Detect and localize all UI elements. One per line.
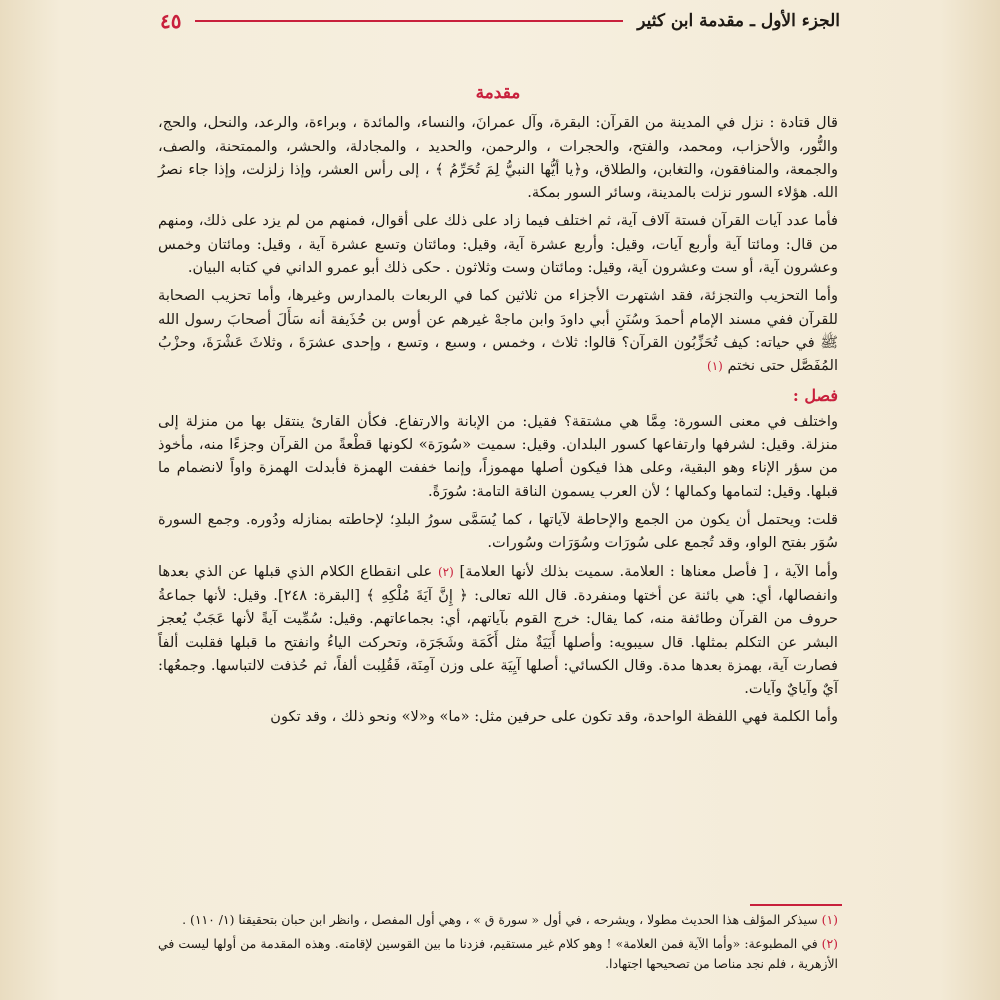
page-number: ٤٥: [160, 9, 182, 33]
paragraph-aya: [158, 560, 838, 701]
paragraph-qultu: قلت: ويحتمل أن يكون من الجمع والإحاطة لآياتها ، كما يُسَمَّى سورُ البلدِ؛ لإحاطته بمنازله ودُوره. وجمع السورة سُوَر بفتح الواو، وقد تُجمع على سُورَات وسُوَرَات وسُورات.: [158, 511, 838, 552]
footnote-ref-2[interactable]: (٢): [437, 564, 454, 579]
paragraph-aya-start: وأما الآية ، [ فأصل معناها : العلامة. سميت بذلك لأنها العلامة]: [459, 562, 839, 580]
paragraph-kalima: وأما الكلمة فهي اللفظة الواحدة، وقد تكون على حرفين مثل: «ما» و«لا» ونحو ذلك ، وقد تكون: [270, 708, 838, 726]
footnotes: [158, 910, 838, 978]
footnote-2-mark: (٢): [821, 935, 838, 951]
footnote-separator: [750, 904, 842, 906]
header-title: الجزء الأول ـ مقدمة ابن كثير: [637, 11, 840, 31]
footnote-1: [158, 910, 838, 931]
fasl-heading: فصل :: [792, 385, 838, 405]
paragraph-hizb: [158, 284, 838, 378]
paragraph-aya-rest: على انقطاع الكلام الذي قبلها عن الذي بعدها وانفصالها، أي: هي بائنة عن أختها ومنفردة. قال الله تعالى: ﴿ إِنَّ آيَةَ مُلْكِهِ ﴾ [البقرة: ٢٤٨]. وقيل: لأنها جماعةُ حروف من القرآن وطائفة منه، كما يقال: خرج القوم بآياتهم، أي: بجماعاتهم. وقيل: سُمِّيت آيةً لأنها عَجَبٌ يُعجز البشر عن التكلم بمثلها. قال سيبويه: وأصلها أَيَيَةٌ مثل أَكَمَة وشَجَرَة، وتحركت الياءُ وانفتح ما قبلها فقلبت ألفاً فصارت آية، بهمزة بعدها مدة. وقال الكسائي: أصلها آيِيَة على وزن آمِنَة، فَقُلِبت ألفاً، ثم حُذفت لالتباسها. وجمعُها: آيٌ وآيايٌ وآيات.: [158, 562, 838, 698]
footnote-2-text: في المطبوعة: «وأما الآية فمن العلامة» ! وهو كلام غير مستقيم، فزدنا ما بين القوسين لإقامته. وهذه المقدمة من أولها ليست في الأزهرية ، فلم نجد مناصا من تصحيحها اجتهادا.: [158, 935, 838, 971]
running-header: [160, 6, 840, 36]
main-text: [158, 82, 838, 734]
footnote-2: [158, 934, 838, 975]
paragraph-medinan-surahs: قال قتادة : نزل في المدينة من القرآن: البقرة، وآل عمرانَ، والنساء، والمائدة ، وبراءة، والرعد، والنحل، والحج، والنُّور، والأحزاب، ومحمد، والفتح، والحجرات ، والرحمن، والحديد ، والمجادلة، والحشر، والممتحنة، والصف، والجمعة، والمنافقون، والتغابن، والطلاق، و﴿يا أيُّها النبيُّ لِمَ تُحَرِّمُ ﴾ ، إلى رأس العشر، وإذا زلزلت، وإذا جاء نصرُ الله. هؤلاء السور نزلت بالمدينة، وسائر السور بمكة.: [158, 114, 838, 202]
section-heading: مقدمة: [475, 83, 521, 103]
footnote-ref-1[interactable]: (١): [707, 359, 723, 374]
header-rule: [195, 20, 623, 22]
paragraph-hizb-text: وأما التحزيب والتجزئة، فقد اشتهرت الأجزاء من ثلاثين كما في الربعات بالمدارس وغيرها، وأما تحزيب الصحابة للقرآن ففي مسند الإمام أحمدَ وسُنَنِ أبي داودَ وابن ماجهْ غيرهم عن أوس بن حُذَيفة أنه سَأَلَ أصحابَ رسول الله ﷺ في حياته: كيف تُحَزِّبُون القرآن؟ قالوا: ثلاث ، وخمس ، وسبع ، وتسع ، وإحدى عشرَةَ ، وثلاثَ عَشْرَةَ، وحزْبُ المُفَصَّل حتى نختم: [158, 287, 838, 375]
footnote-1-mark: (١): [821, 912, 838, 927]
paragraph-verse-count: فأما عدد آيات القرآن فستة آلاف آية، ثم اختلف فيما زاد على ذلك على أقوال، فمنهم من لم يزد على ذلك، ومنهم من قال: ومائتا آية وأربع آيات، وقيل: وأربع عشرة آية، وقيل: ومائتان وتسع عشرة آية ، وقيل: ومائتان وخمس وعشرون آية، أو ست وعشرون آية، وقيل: ومائتان وست وثلاثون . حكى ذلك أبو عمرو الداني في كتابه البيان.: [158, 212, 838, 277]
paragraph-surah-meaning: واختلف في معنى السورة: مِمَّا هي مشتقة؟ فقيل: من الإبانة والارتفاع. فكأن القارئ ينتقل بها من منزلة إلى منزلة. وقيل: لشرفها وارتفاعها كسور البلدان. وقيل: سميت «سُورَة» لكونها قطْعةً من القرآن وجزءًا منه، مأخوذ من سؤر الإناء وهو البقية، وعلى هذا فيكون أصلها مهموزاً، وإنما خففت الهمزة فأبدلت الهمزة واواً لانضمام ما قبلها. وقيل: لتمامها وكمالها ؛ لأن العرب يسمون الناقة التامة: سُورَةً.: [158, 412, 838, 500]
footnote-1-text: سيذكر المؤلف هذا الحديث مطولا ، ويشرحه ، في أول « سورة ق » ، وهي أول المفصل ، وانظر ابن حبان بتحقيقنا (١/ ١١٠) .: [182, 912, 818, 927]
